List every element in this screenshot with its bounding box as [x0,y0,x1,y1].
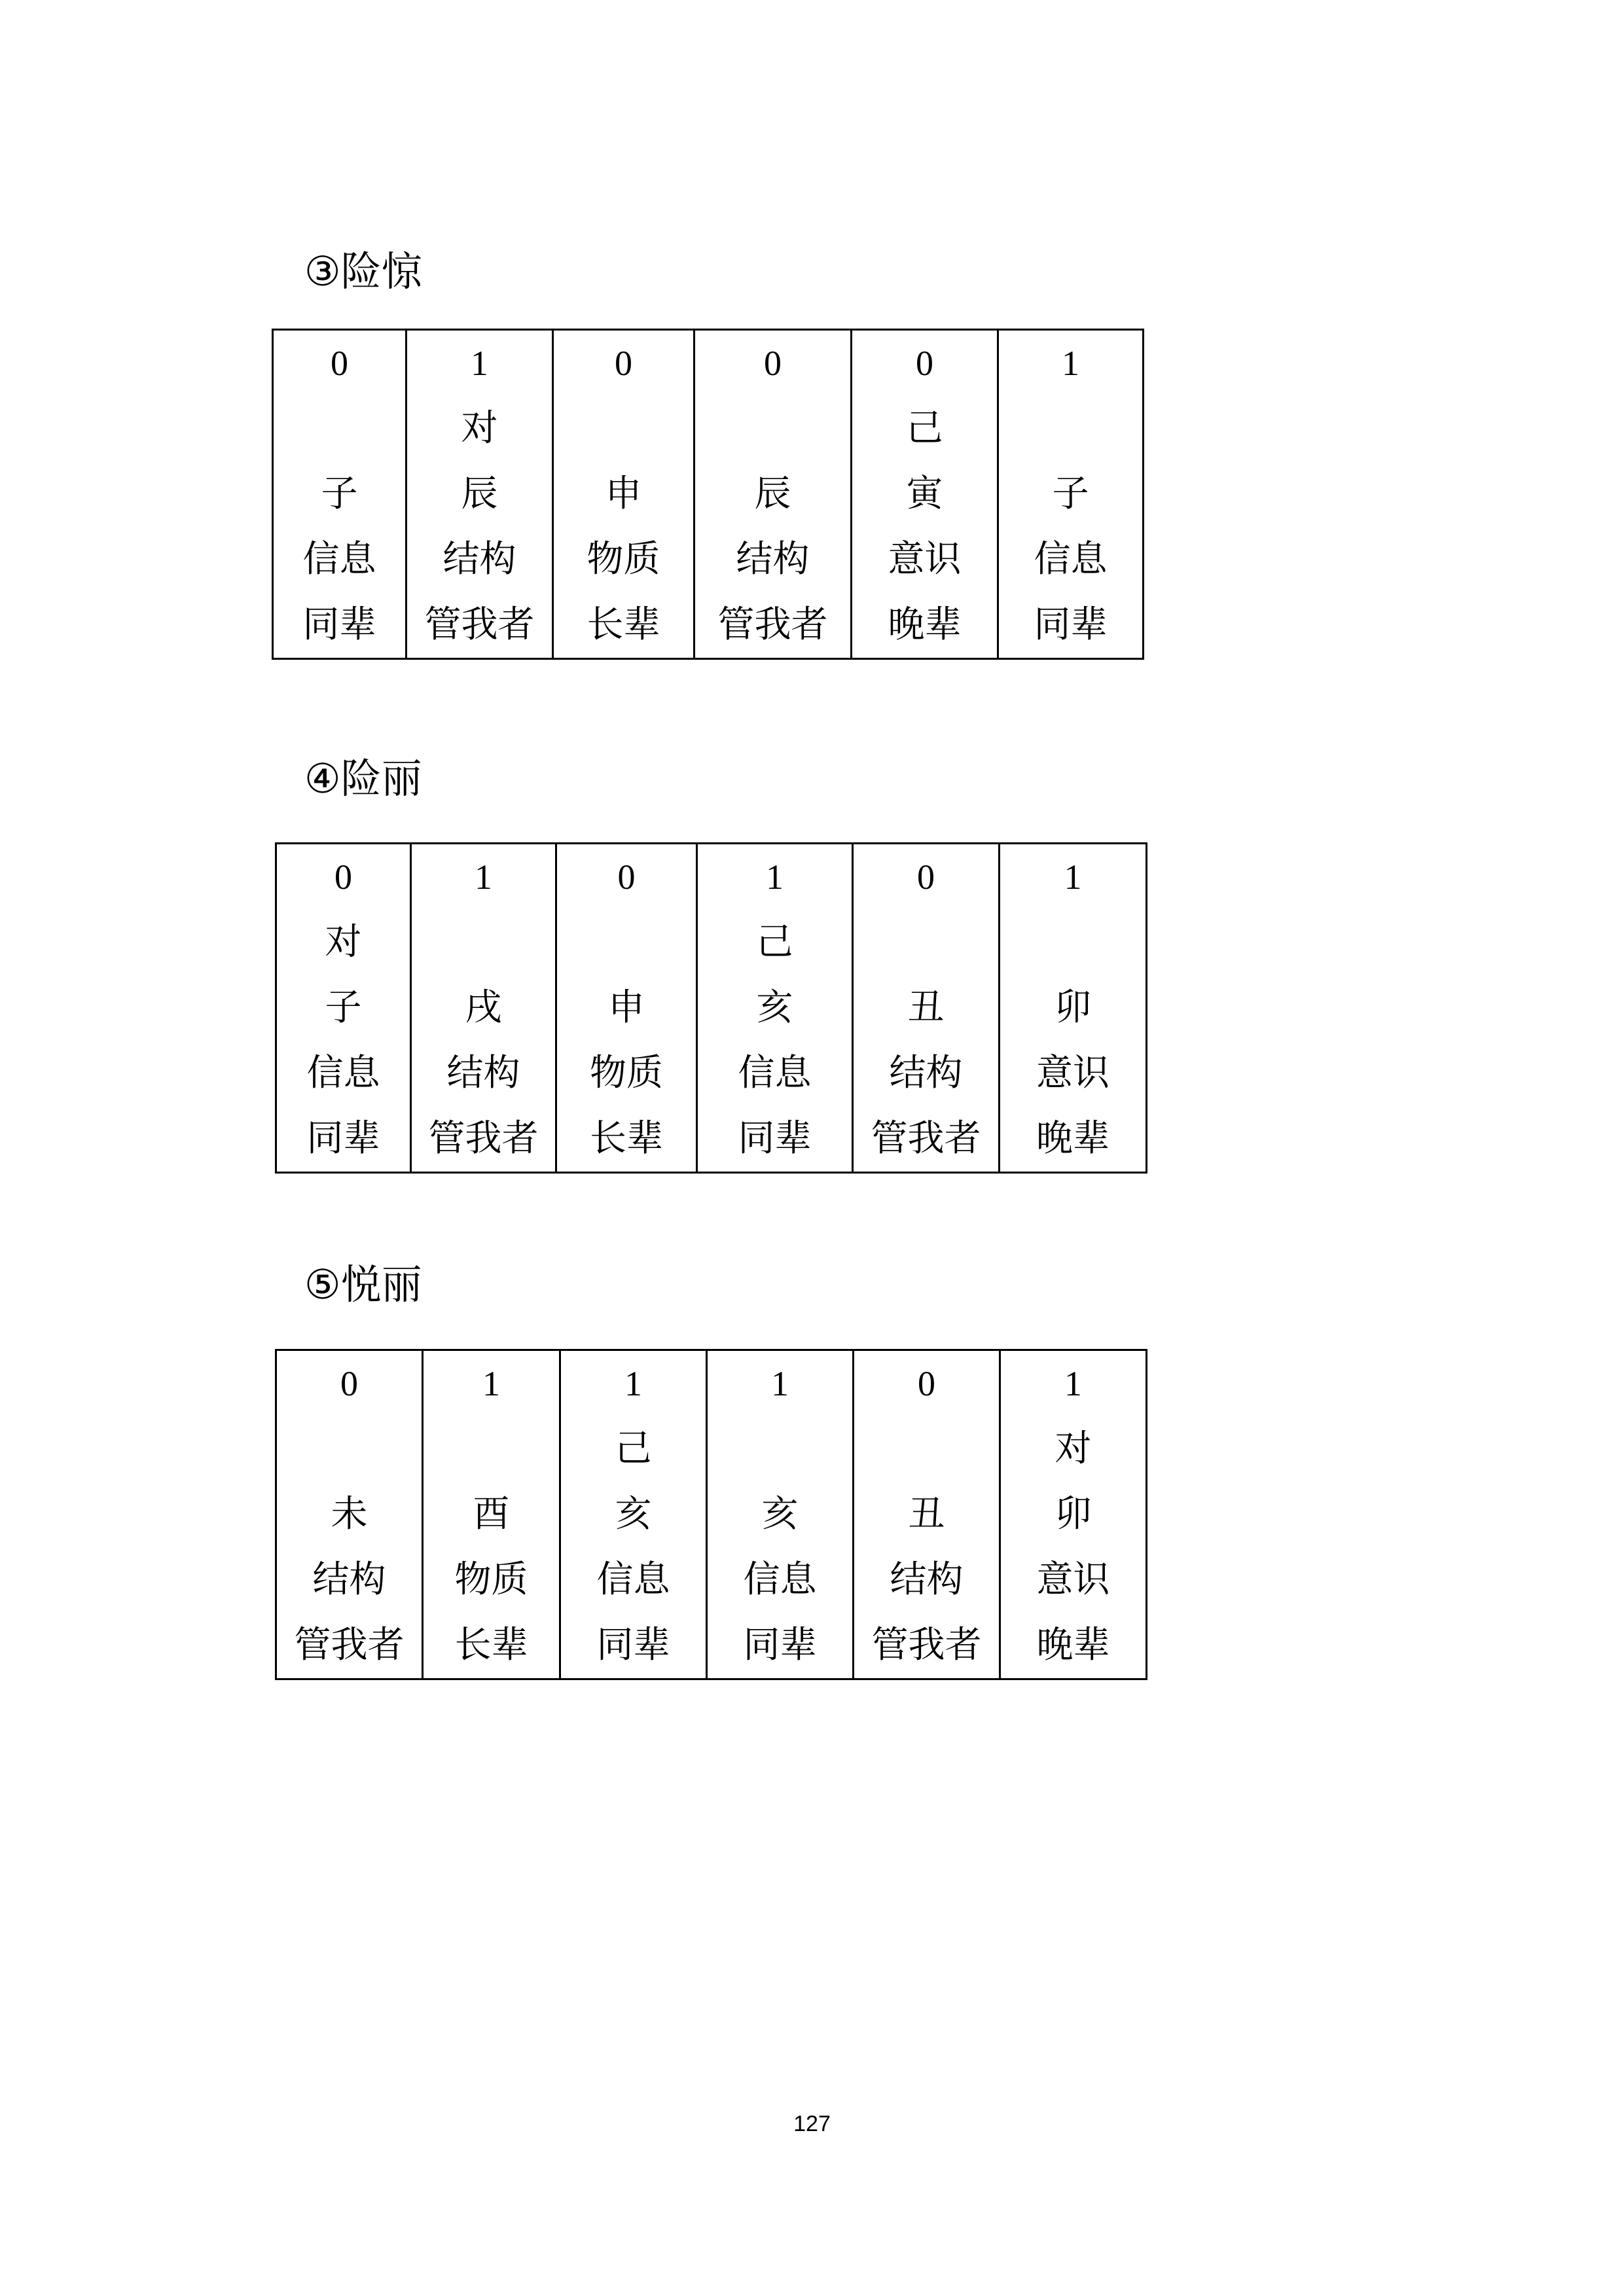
table-cell [853,844,1000,1173]
yao-value: 0 [334,857,352,897]
yao-mark: 对 [461,407,498,450]
earthly-branch: 卯 [1055,1493,1092,1535]
table-cell [695,330,852,659]
earthly-branch: 丑 [908,1493,945,1535]
category: 结构 [446,1052,520,1094]
yao-value: 0 [615,344,632,383]
earthly-branch: 亥 [761,1493,799,1535]
yao-value: 0 [918,1364,935,1403]
gua-table-1 [272,329,1144,660]
table-row [276,1350,1147,1679]
earthly-branch: 子 [325,986,362,1029]
earthly-branch: 辰 [754,473,791,515]
yao-mark [554,396,693,461]
relation: 晚辈 [888,603,962,646]
relation: 同辈 [596,1624,670,1666]
table-cell [423,1350,560,1679]
category: 意识 [888,538,962,581]
earthly-branch: 申 [605,473,642,515]
yao-value: 1 [475,857,492,897]
earthly-branch: 卯 [1055,986,1091,1029]
yao-mark: 己 [615,1427,652,1470]
table-cell [707,1350,854,1679]
relation: 管我者 [294,1624,405,1666]
category: 结构 [889,1052,963,1094]
section-heading-3: ⑤悦丽 [304,1261,422,1308]
earthly-branch: 子 [1052,473,1089,515]
earthly-branch: 申 [608,986,645,1029]
relation: 长辈 [586,603,660,646]
yao-value: 1 [482,1364,500,1403]
gua-table-3 [275,1349,1147,1680]
yao-mark [1000,910,1146,975]
yao-value: 1 [624,1364,642,1403]
relation: 晚辈 [1036,1117,1110,1160]
yao-value: 1 [766,857,784,897]
relation: 同辈 [738,1117,812,1160]
table-cell [273,330,406,659]
relation: 长辈 [454,1624,528,1666]
yao-mark [999,396,1142,461]
yao-value: 1 [1062,344,1079,383]
relation: 长辈 [590,1117,663,1160]
category: 信息 [743,1558,817,1601]
category: 结构 [442,538,516,581]
category: 结构 [890,1558,964,1601]
table-cell [560,1350,707,1679]
page-number: 127 [793,2111,831,2136]
yao-value: 1 [471,344,488,383]
relation: 管我者 [871,1624,982,1666]
yao-mark [412,910,555,975]
yao-value: 0 [917,857,935,897]
category: 物质 [590,1052,663,1094]
yao-value: 0 [617,857,636,897]
yao-mark [708,1416,852,1482]
yao-mark [854,1416,999,1482]
table-cell [276,1350,423,1679]
earthly-branch: 辰 [461,473,498,515]
earthly-branch: 亥 [756,986,793,1029]
category: 意识 [1036,1052,1110,1094]
yao-mark [277,1416,422,1482]
earthly-branch: 丑 [907,986,945,1029]
yao-value: 1 [1064,857,1082,897]
yao-value: 1 [771,1364,789,1403]
relation: 晚辈 [1036,1624,1110,1666]
category: 信息 [596,1558,670,1601]
category: 结构 [736,538,810,581]
section-heading-1: ③险惊 [304,247,422,295]
category: 意识 [1036,1558,1110,1601]
yao-value: 0 [340,1364,358,1403]
relation: 同辈 [302,603,376,646]
yao-mark: 己 [906,407,943,450]
yao-value: 0 [764,344,782,383]
relation: 管我者 [871,1117,981,1160]
earthly-branch: 亥 [615,1493,652,1535]
table-cell [998,330,1144,659]
category: 结构 [312,1558,386,1601]
table-cell [1000,1350,1147,1679]
table-cell [697,844,853,1173]
section-heading-2: ④险丽 [304,755,422,802]
earthly-branch: 酉 [473,1493,510,1535]
yao-mark [695,396,850,461]
earthly-branch: 戌 [465,986,502,1029]
category: 信息 [302,538,376,581]
table-cell [553,330,695,659]
table-cell [556,844,697,1173]
table-cell [406,330,553,659]
yao-mark [557,910,696,975]
relation: 管我者 [428,1117,539,1160]
table-row [276,844,1147,1173]
yao-mark: 对 [325,921,362,963]
relation: 管我者 [717,603,828,646]
earthly-branch: 子 [321,473,358,515]
earthly-branch: 寅 [906,473,943,515]
yao-mark: 对 [1055,1427,1092,1470]
yao-mark [424,1416,559,1482]
yao-mark [274,396,405,461]
yao-mark [854,910,998,975]
relation: 管我者 [424,603,535,646]
yao-value: 1 [1064,1364,1082,1403]
category: 信息 [306,1052,380,1094]
yao-value: 0 [331,344,348,383]
category: 信息 [1034,538,1108,581]
relation: 同辈 [743,1624,817,1666]
table-cell [852,330,998,659]
table-cell [276,844,411,1173]
yao-value: 0 [916,344,933,383]
category: 物质 [586,538,660,581]
relation: 同辈 [306,1117,380,1160]
table-cell [1000,844,1147,1173]
table-cell [411,844,556,1173]
table-cell [854,1350,1000,1679]
gua-table-2 [275,842,1147,1174]
earthly-branch: 未 [331,1493,368,1535]
yao-mark: 己 [756,921,793,963]
category: 信息 [738,1052,812,1094]
table-row [273,330,1144,659]
relation: 同辈 [1034,603,1108,646]
category: 物质 [454,1558,528,1601]
